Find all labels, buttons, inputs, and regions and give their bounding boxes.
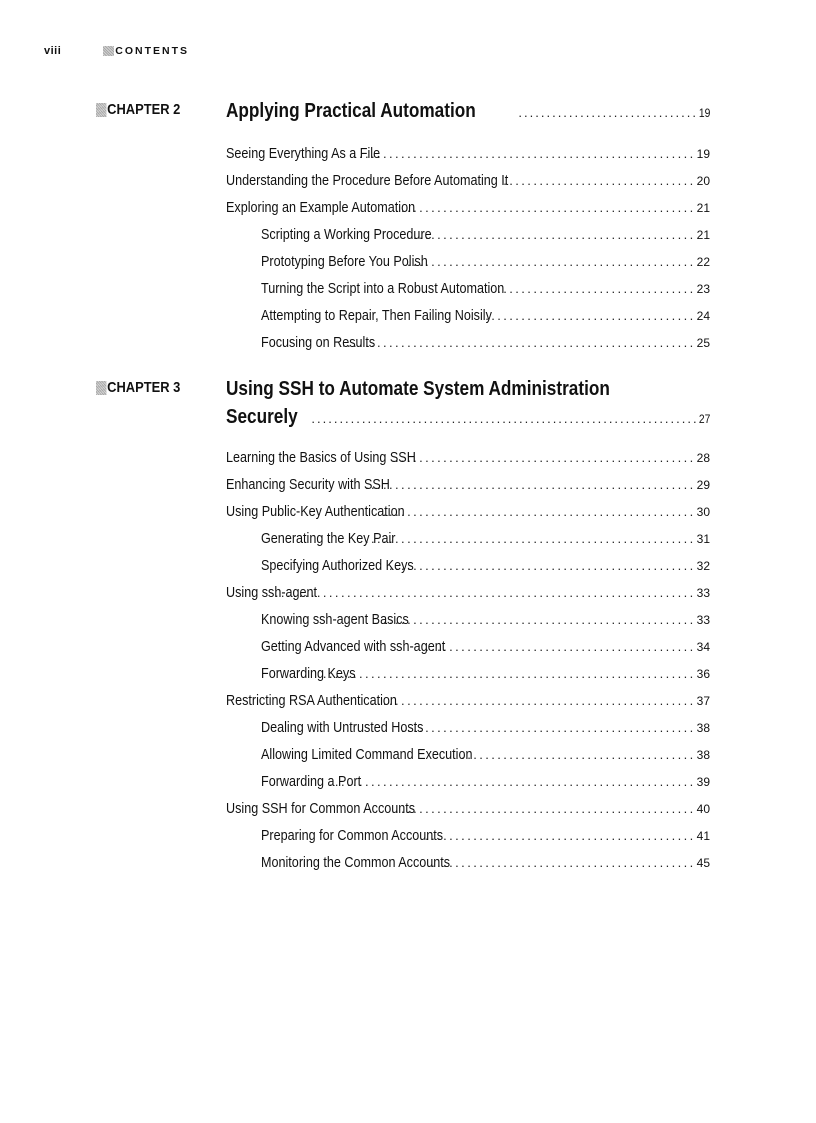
- dot-leader: [424, 822, 696, 849]
- chapter-title-text: Using SSH to Automate System Administration: [226, 378, 610, 400]
- toc-entry-title: Turning the Script into a Robust Automation: [261, 280, 505, 297]
- toc-entry-title: Learning the Basics of Using SSH: [226, 449, 416, 466]
- toc-entry-title: Preparing for Common Accounts: [261, 827, 444, 844]
- toc-subentry: [226, 221, 710, 248]
- dot-leader: [432, 849, 695, 876]
- toc-entry-title: Allowing Limited Command Execution: [261, 746, 473, 763]
- toc-entry: [226, 167, 710, 194]
- toc-entry: [226, 498, 710, 525]
- toc-entry-page: 32: [696, 559, 710, 573]
- toc-entry-title: Generating the Key Pair: [261, 530, 396, 547]
- toc-subentry: [226, 768, 710, 795]
- gray-marker-icon: [96, 103, 106, 117]
- chapter-title-text: Securely: [226, 406, 298, 428]
- toc-entry-page: 24: [696, 309, 710, 323]
- toc-entry-title: Getting Advanced with ssh-agent: [261, 638, 446, 655]
- dot-leader: [406, 248, 696, 275]
- gray-marker-icon: [96, 381, 106, 395]
- dot-leader: [394, 444, 696, 471]
- toc-subentry: [226, 606, 710, 633]
- toc-entry-page: 39: [696, 775, 710, 789]
- toc-entry-page: 33: [696, 586, 710, 600]
- toc-entry-page: 22: [696, 255, 710, 269]
- toc-subentry: [226, 633, 710, 660]
- toc-entry: [226, 140, 710, 167]
- toc-subentry: [226, 302, 710, 329]
- toc-subentry: [226, 552, 710, 579]
- toc-entry-page: 33: [696, 613, 710, 627]
- dot-leader: [276, 579, 695, 606]
- running-head-label: CONTENTS: [115, 45, 190, 57]
- chapter-page-number: 27: [698, 412, 710, 426]
- chapter-title-line: [226, 97, 710, 125]
- toc-entry-page: 29: [696, 478, 710, 492]
- dot-leader: [393, 795, 696, 822]
- dot-leader: [320, 660, 696, 687]
- chapter-title-line: [226, 375, 710, 403]
- toc-entry-title: Focusing on Results: [261, 334, 376, 351]
- toc-entry-title: Attempting to Repair, Then Failing Noisily: [261, 307, 492, 324]
- toc-subentry: [226, 525, 710, 552]
- toc-entry-title: Scripting a Working Procedure: [261, 226, 432, 243]
- toc-entry-page: 38: [696, 721, 710, 735]
- toc-subentry: [226, 822, 710, 849]
- chapter-title-line: [226, 403, 710, 431]
- toc-entry-page: 45: [696, 856, 710, 870]
- toc-entry-title: Knowing ssh-agent Basics: [261, 611, 409, 628]
- chapter-label: [96, 379, 180, 396]
- toc-entry-page: 21: [696, 201, 710, 215]
- chapter-title: [226, 375, 710, 431]
- gray-marker-icon: [103, 46, 114, 56]
- toc-subentry: [226, 849, 710, 876]
- toc-entry: [226, 471, 710, 498]
- chapter-page-number: 19: [698, 106, 710, 120]
- toc-entry-title: Exploring an Example Automation: [226, 199, 416, 216]
- dot-leader: [393, 194, 696, 221]
- toc-entry-page: 34: [696, 640, 710, 654]
- toc-entry: [226, 194, 710, 221]
- dot-leader: [311, 405, 696, 433]
- toc-entry: [226, 795, 710, 822]
- toc-entry-page: 21: [696, 228, 710, 242]
- dot-leader: [383, 606, 696, 633]
- dot-leader: [326, 768, 695, 795]
- toc-entry: [226, 579, 710, 606]
- toc-entry-list: [226, 140, 710, 356]
- dot-leader: [351, 140, 695, 167]
- dot-leader: [426, 633, 695, 660]
- toc-entry: [226, 687, 710, 714]
- toc-entry-title: Prototyping Before You Polish: [261, 253, 428, 270]
- toc-entry-title: Understanding the Procedure Before Automating It: [226, 172, 509, 189]
- dot-leader: [343, 329, 696, 356]
- chapter-title-text: Applying Practical Automation: [226, 100, 476, 122]
- toc-entry-title: Monitoring the Common Accounts: [261, 854, 451, 871]
- toc-entry-page: 23: [696, 282, 710, 296]
- toc-entry-page: 36: [696, 667, 710, 681]
- toc-entry-title: Using SSH for Common Accounts: [226, 800, 416, 817]
- toc-entry-page: 41: [696, 829, 710, 843]
- dot-leader: [401, 714, 696, 741]
- toc-entry-title: Forwarding a Port: [261, 773, 362, 790]
- toc-entry-title: Specifying Authorized Keys: [261, 557, 414, 574]
- toc-entry-page: 38: [696, 748, 710, 762]
- toc-entry-page: 25: [696, 336, 710, 350]
- toc-entry: [226, 444, 710, 471]
- toc-entry-page: 19: [696, 147, 710, 161]
- chapter-label-text: CHAPTER 3: [107, 379, 181, 396]
- toc-entry-page: 20: [696, 174, 710, 188]
- chapter-title: [226, 97, 710, 125]
- dot-leader: [482, 302, 696, 329]
- toc-subentry: [226, 329, 710, 356]
- dot-leader: [371, 687, 695, 714]
- toc-entry-page: 28: [696, 451, 710, 465]
- toc-entry-title: Forwarding Keys: [261, 665, 356, 682]
- page-number: viii: [44, 45, 62, 57]
- dot-leader: [504, 167, 696, 194]
- toc-entry-title: Dealing with Untrusted Hosts: [261, 719, 424, 736]
- toc-entry-page: 37: [696, 694, 710, 708]
- toc-entry-title: Seeing Everything As a File: [226, 145, 381, 162]
- dot-leader: [410, 221, 695, 248]
- chapter-label-text: CHAPTER 2: [107, 101, 181, 118]
- toc-subentry: [226, 714, 710, 741]
- toc-entry-title: Enhancing Security with SSH: [226, 476, 390, 493]
- toc-entry-title: Using Public-Key Authentication: [226, 503, 405, 520]
- toc-entry-title: Restricting RSA Authentication: [226, 692, 397, 709]
- dot-leader: [497, 275, 696, 302]
- toc-subentry: [226, 248, 710, 275]
- toc-entry-page: 31: [696, 532, 710, 546]
- dot-leader: [367, 525, 695, 552]
- dot-leader: [363, 471, 696, 498]
- toc-subentry: [226, 660, 710, 687]
- dot-leader: [381, 498, 696, 525]
- toc-entry-page: 30: [696, 505, 710, 519]
- toc-entry-title: Using ssh-agent: [226, 584, 318, 601]
- dot-leader: [459, 741, 696, 768]
- toc-subentry: [226, 275, 710, 302]
- toc-subentry: [226, 741, 710, 768]
- dot-leader: [518, 99, 696, 127]
- running-head: [44, 44, 189, 58]
- chapter-label: [96, 101, 180, 118]
- dot-leader: [389, 552, 696, 579]
- toc-entry-page: 40: [696, 802, 710, 816]
- toc-entry-list: [226, 444, 710, 876]
